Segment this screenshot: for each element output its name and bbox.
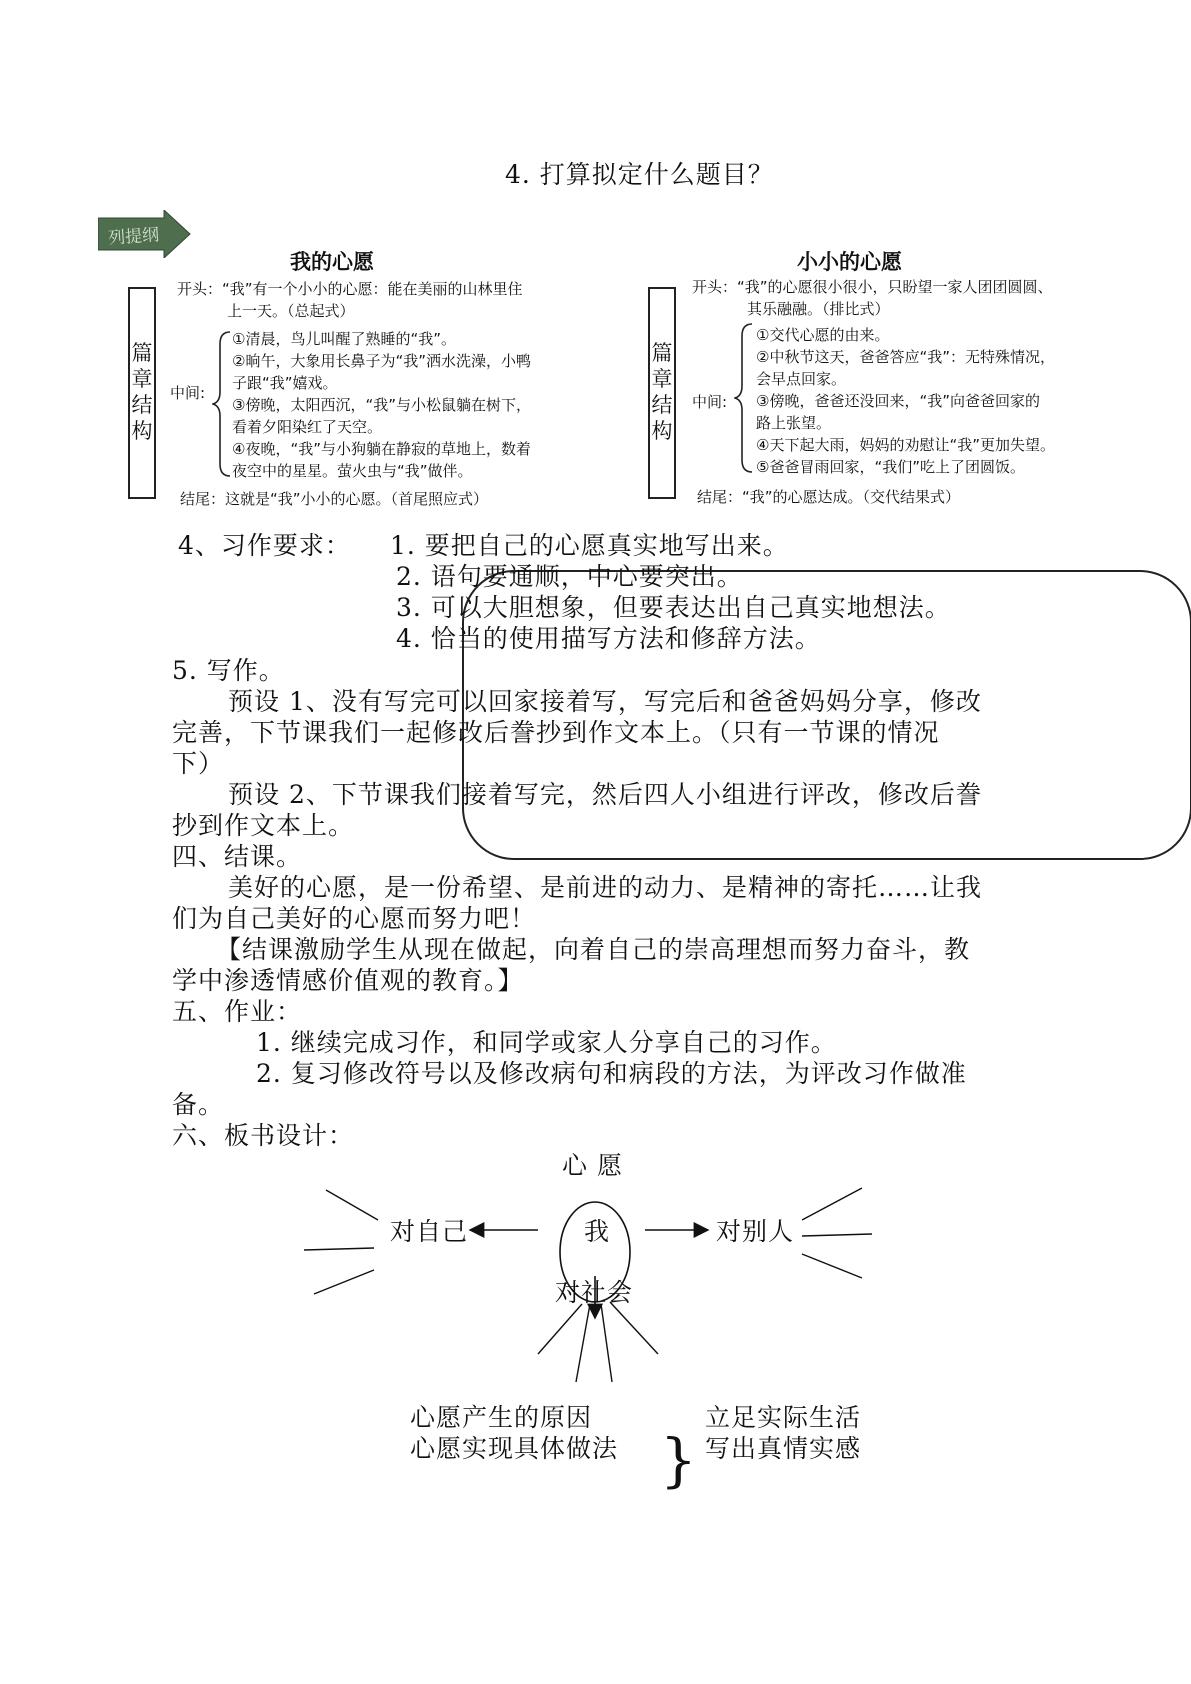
list-item: ④夜晚，“我”与小狗躺在静寂的草地上，数着: [232, 440, 531, 458]
question-4: 4. 打算拟定什么题目？: [505, 160, 774, 189]
writing-heading: 5. 写作。: [172, 656, 285, 685]
left-middle-list: [232, 328, 531, 482]
list-item: 子跟“我”嬉戏。: [232, 374, 338, 392]
list-item: ⑤爸爸冒雨回家，“我们”吃上了团圆饭。: [756, 458, 1025, 476]
left-outline-title: 我的心愿: [290, 250, 374, 274]
list-item: 心愿产生的原因: [410, 1403, 593, 1432]
right-structure-label: 篇 章 结 构: [651, 341, 673, 443]
list-item: ④天下起大雨，妈妈的劝慰让“我”更加失望。: [756, 436, 1055, 454]
board-title: 心 愿: [562, 1151, 623, 1180]
board-bottom: 对社会: [555, 1278, 634, 1307]
list-item: 看着夕阳染红了天空。: [232, 418, 383, 436]
list-item: 会早点回家。: [756, 370, 847, 388]
left-middle-label: 中间:: [170, 384, 206, 402]
board-brace: }: [660, 1426, 697, 1494]
list-item: 4. 恰当的使用描写方法和修辞方法。: [396, 624, 821, 653]
right-middle-label: 中间:: [692, 393, 728, 411]
list-item: ②晌午，大象用长鼻子为“我”洒水洗澡，小鸭: [232, 352, 531, 370]
right-opening: 开头：“我”的心愿很小很小，只盼望一家人团团圆圆、 其乐融融。（排比式）: [692, 278, 1053, 318]
list-item: ①清晨，鸟儿叫醒了熟睡的“我”。: [232, 330, 456, 348]
right-middle-list: [756, 324, 1055, 478]
board-notes-right: [705, 1402, 861, 1464]
board-right: 对别人: [716, 1217, 795, 1246]
board-center: 我: [584, 1217, 611, 1246]
board-heading: 六、板书设计：: [172, 1121, 355, 1150]
board-left: 对自己: [390, 1217, 469, 1246]
left-middle-brace: [212, 330, 234, 478]
right-ending: 结尾：“我”的心愿达成。（交代结果式）: [697, 488, 961, 506]
list-item: 1. 要把自己的心愿真实地写出来。: [390, 531, 789, 560]
list-item: 2. 语句要通顺，中心要突出。: [396, 562, 743, 591]
requirements-list: [390, 530, 951, 654]
board-notes-left: [410, 1402, 618, 1464]
right-outline-title: 小小的心愿: [797, 250, 902, 274]
left-structure-label: 篇 章 结 构: [131, 341, 153, 443]
left-ending: 结尾：这就是“我”小小的心愿。（首尾照应式）: [180, 490, 489, 508]
left-opening: 开头：“我”有一个小小的心愿：能在美丽的山林里住 上一天。（总起式）: [177, 280, 523, 320]
list-item: 写出真情实感: [705, 1434, 862, 1463]
writing-section: 5. 写作。 预设 1、没有写完可以回家接着写，写完后和爸爸妈妈分享，修改 完善，下节课我们一起修改后誊抄到作文本上。（只有一节课的情况 下） 预设 2、下节课我们接着写完，然后四人小组进行评改，修改后誊 抄到作文本上。 四、结课。 美好的心愿，是一份希望、是前进的动力、是精神的寄托……让我 们为自己美好的心愿而努力吧！ 【结课激励学生从现在做起，向着自己的崇高理想而努力奋斗，教 学中渗透情感价值观的教育。】 五、作业： 1. 继续完成习作，和同学或家人分享自己的习作。 2. 复习修改符号以及修改病句和病段的方法，为评改习作做准 备。 六、板书设计：: [172, 655, 1032, 1151]
right-middle-brace: [734, 322, 756, 474]
requirements-label: 4、习作要求：: [178, 531, 351, 560]
list-item: ①交代心愿的由来。: [756, 326, 890, 344]
closing-heading: 四、结课。: [172, 842, 303, 871]
list-item: ③傍晚，太阳西沉，“我”与小松鼠躺在树下，: [232, 396, 531, 414]
list-item: 3. 可以大胆想象，但要表达出自己真实地想法。: [396, 593, 951, 622]
homework-heading: 五、作业：: [172, 997, 303, 1026]
list-item: ②中秋节这天，爸爸答应“我”：无特殊情况，: [756, 348, 1055, 366]
list-item: 夜空中的星星。萤火虫与“我”做伴。: [232, 462, 473, 480]
outline-tag-label: 列提纲: [107, 225, 160, 249]
list-item: 立足实际生活: [705, 1403, 862, 1432]
list-item: ③傍晚，爸爸还没回来，“我”向爸爸回家的: [756, 392, 1040, 410]
list-item: 路上张望。: [756, 414, 832, 432]
list-item: 心愿实现具体做法: [410, 1434, 619, 1463]
